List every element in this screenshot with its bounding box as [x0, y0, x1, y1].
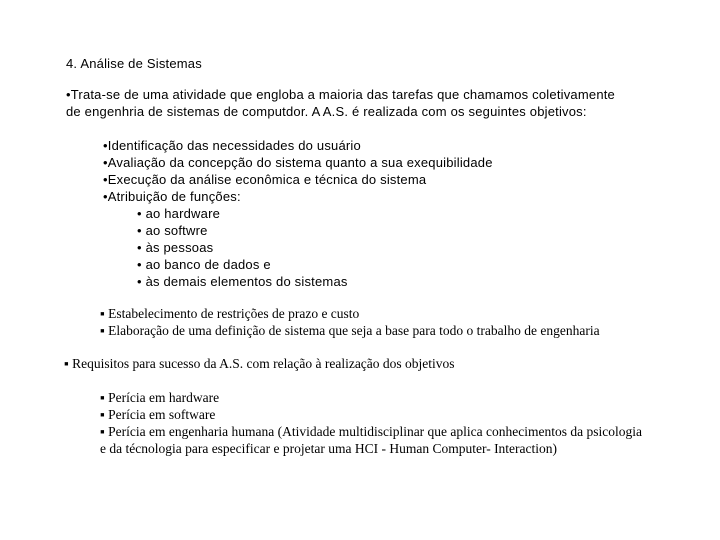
requirement-item: ▪ Perícia em engenharia humana (Atividade multidisciplinar que aplica conhecimentos da psicologia [100, 424, 642, 439]
objectives-list [103, 137, 493, 290]
intro-line: •Trata-se de uma atividade que engloba a maioria das tarefas que chamamos coletivamente [66, 87, 615, 102]
requirement-item: ▪ Perícia em software [100, 407, 216, 422]
objective-item: •Atribuição de funções: [103, 189, 241, 204]
function-item: • às pessoas [137, 240, 214, 255]
objective-item: •Execução da análise econômica e técnica do sistema [103, 172, 427, 187]
more-objectives-list [100, 305, 600, 339]
function-item: • às demais elementos do sistemas [137, 274, 348, 289]
intro-line: de engenhria de sistemas de computdor. A A.S. é realizada com os seguintes objetivos: [66, 104, 587, 119]
requirements-list [100, 389, 642, 457]
objective-item: •Avaliação da concepção do sistema quanto a sua exequibilidade [103, 155, 493, 170]
page-title: 4. Análise de Sistemas [66, 56, 202, 71]
function-item: • ao banco de dados e [137, 257, 271, 272]
objective-item: ▪ Estabelecimento de restrições de prazo e custo [100, 306, 360, 321]
function-item: • ao softwre [137, 223, 208, 238]
function-item: • ao hardware [137, 206, 221, 221]
requirement-item-continuation: e da técnologia para especificar e projetar uma HCI - Human Computer- Interaction) [100, 441, 558, 456]
requirements-title: ▪ Requisitos para sucesso da A.S. com relação à realização dos objetivos [64, 356, 455, 371]
objective-item: ▪ Elaboração de uma definição de sistema que seja a base para todo o trabalho de engenharia [100, 323, 600, 338]
objective-item: •Identificação das necessidades do usuário [103, 138, 361, 153]
requirement-item: ▪ Perícia em hardware [100, 390, 220, 405]
intro-paragraph [66, 86, 615, 120]
